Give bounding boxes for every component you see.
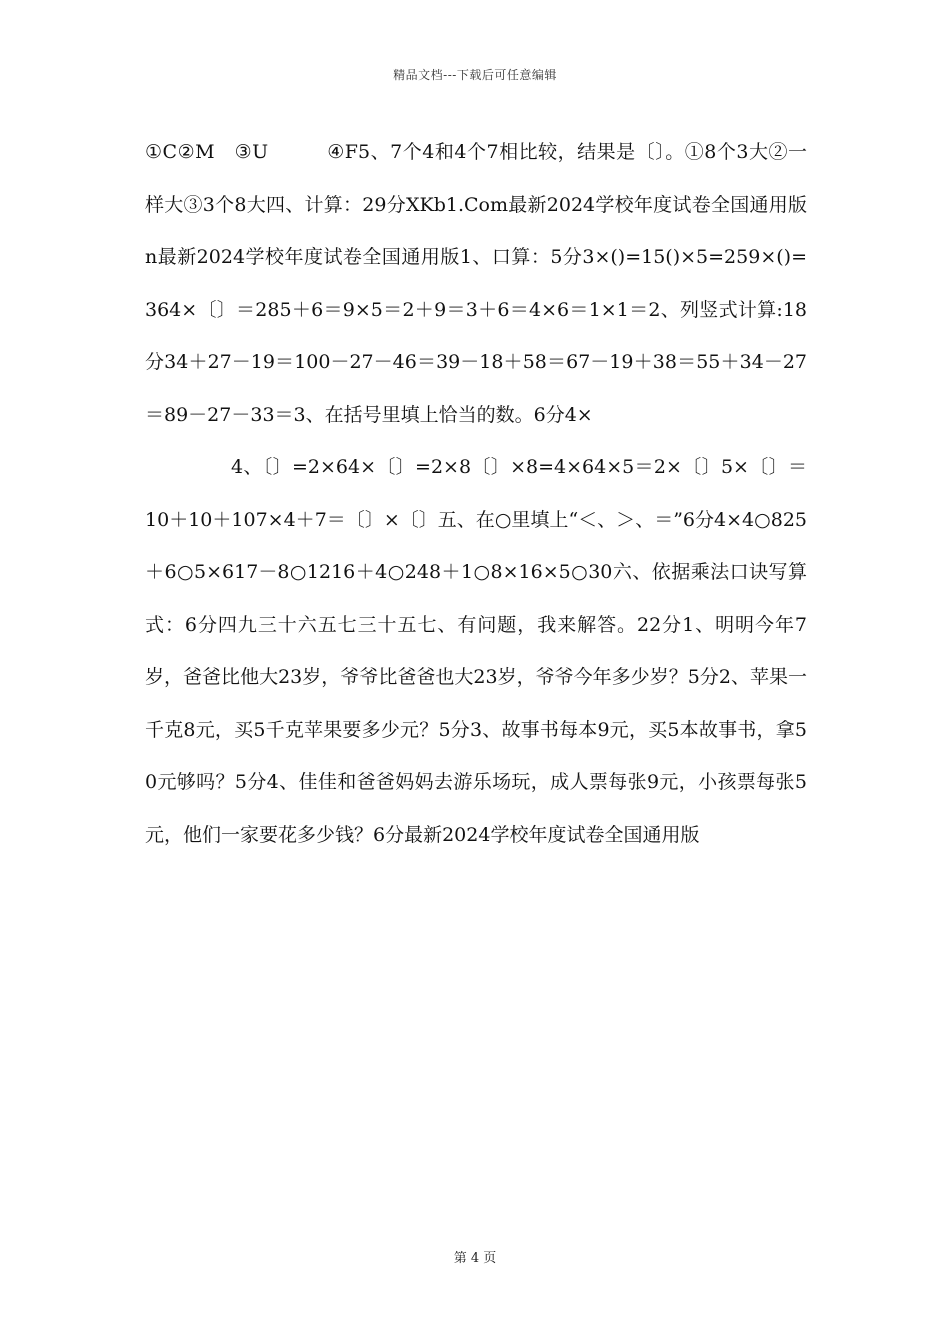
page-header: 精品文档---下载后可任意编辑	[393, 68, 557, 82]
paragraph: 4、〔〕=2×64×〔〕=2×8〔〕×8=4×64×5＝2×〔〕5×〔〕＝10＋10＋107×4＋7＝〔〕×〔〕五、在○里填上“＜、＞、＝”6分4×4○825＋6○5×617－8○1216＋4○248＋1○8×16×5○30六、依据乘法口诀写算式：6分四九三十六五七三十五七、有问题，我来解答。22分1、明明今年7岁，爸爸比他大23岁，爷爷比爸爸也大23岁，爷爷今年多少岁？5分2、苹果一千克8元，买5千克苹果要多少元？5分3、故事书每本9元，买5本故事书，拿50元够吗？5分4、佳佳和爸爸妈妈去游乐场玩，成人票每张9元，小孩票每张5元，他们一家要花多少钱？6分最新2024学校年度试卷全国通用版	[145, 456, 807, 846]
paragraph: ①C②M ③U ④F5、7个4和4个7相比较，结果是〔〕。①8个3大②一样大③3个8大四、计算：29分XKb1.Com最新2024学校年度试卷全国通用版n最新2024学校年度试卷全国通用版1、口算：5分3×()=15()×5=259×()=364×〔〕＝285＋6＝9×5＝2＋9＝3＋6＝4×6＝1×1＝2、列竖式计算:18分34＋27－19＝100－27－46＝39－18＋58＝67－19＋38＝55＋34－27＝89－27－33＝3、在括号里填上恰当的数。6分4×	[145, 141, 807, 426]
document-body	[145, 126, 807, 861]
page-number: 第 4 页	[453, 1251, 497, 1266]
